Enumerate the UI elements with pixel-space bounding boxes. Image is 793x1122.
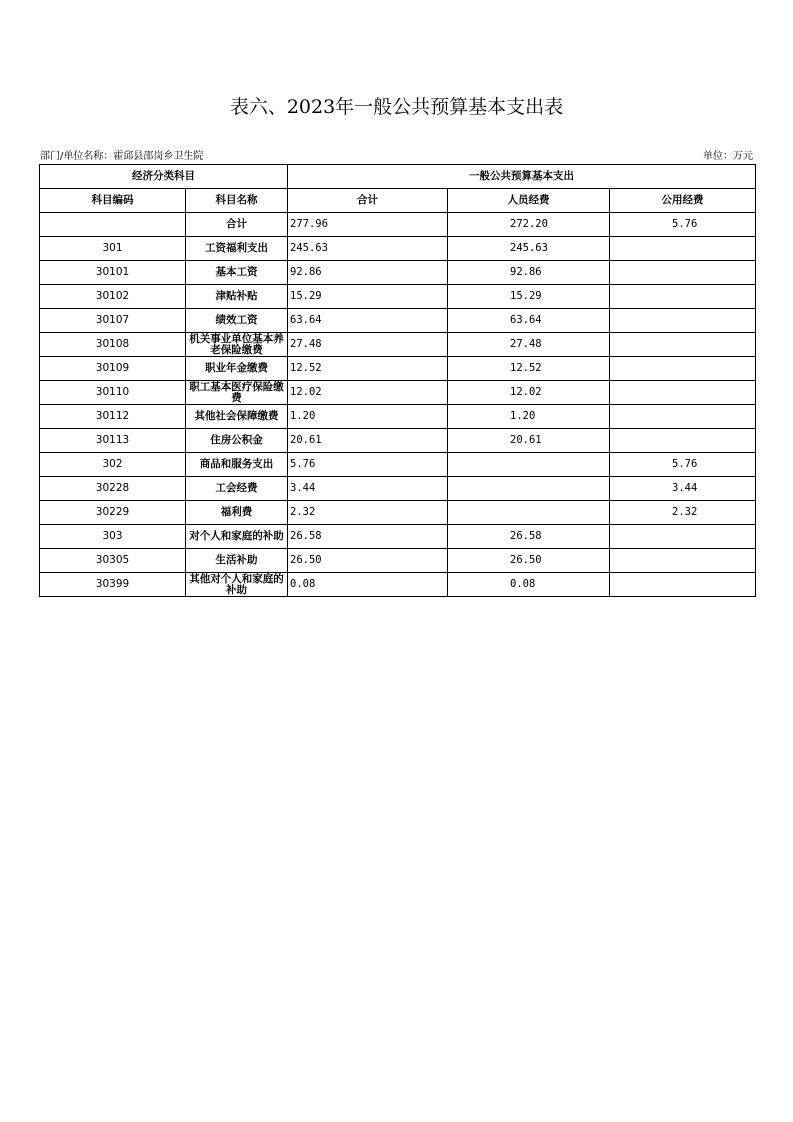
department-label: 部门/单位名称：霍邱县邵岗乡卫生院 [40, 151, 204, 162]
table-row [40, 261, 756, 285]
cell-personnel: 12.52 [448, 357, 610, 381]
table-row [40, 477, 756, 501]
header-public: 公用经费 [610, 189, 756, 213]
cell-public [610, 405, 756, 429]
cell-name: 其他对个人和家庭的补助 [186, 573, 288, 597]
cell-total: 2.32 [288, 501, 448, 525]
cell-personnel [448, 501, 610, 525]
cell-total: 27.48 [288, 333, 448, 357]
cell-code: 30101 [40, 261, 186, 285]
cell-code: 30107 [40, 309, 186, 333]
cell-total: 245.63 [288, 237, 448, 261]
cell-total: 15.29 [288, 285, 448, 309]
cell-name: 工会经费 [186, 477, 288, 501]
cell-code: 30112 [40, 405, 186, 429]
cell-total: 0.08 [288, 573, 448, 597]
header-economic-classification: 经济分类科目 [40, 165, 288, 189]
cell-total: 26.58 [288, 525, 448, 549]
cell-public [610, 429, 756, 453]
cell-name: 商品和服务支出 [186, 453, 288, 477]
table-row [40, 237, 756, 261]
cell-name: 绩效工资 [186, 309, 288, 333]
cell-personnel: 12.02 [448, 381, 610, 405]
cell-total: 277.96 [288, 213, 448, 237]
cell-code: 30108 [40, 333, 186, 357]
cell-name: 职业年金缴费 [186, 357, 288, 381]
cell-total: 3.44 [288, 477, 448, 501]
table-row [40, 453, 756, 477]
cell-public [610, 261, 756, 285]
table-row [40, 309, 756, 333]
budget-table [39, 164, 756, 597]
cell-code: 30305 [40, 549, 186, 573]
cell-total: 12.52 [288, 357, 448, 381]
cell-public: 5.76 [610, 213, 756, 237]
table-row [40, 357, 756, 381]
cell-code: 303 [40, 525, 186, 549]
cell-total: 1.20 [288, 405, 448, 429]
table-row [40, 501, 756, 525]
cell-name: 生活补助 [186, 549, 288, 573]
table-row [40, 405, 756, 429]
cell-public [610, 309, 756, 333]
cell-code [40, 213, 186, 237]
cell-total: 5.76 [288, 453, 448, 477]
header-code: 科目编码 [40, 189, 186, 213]
cell-total: 26.50 [288, 549, 448, 573]
cell-name: 工资福利支出 [186, 237, 288, 261]
unit-label: 单位：万元 [703, 151, 753, 162]
cell-total: 63.64 [288, 309, 448, 333]
cell-name: 其他社会保障缴费 [186, 405, 288, 429]
cell-name: 基本工资 [186, 261, 288, 285]
cell-public [610, 333, 756, 357]
cell-code: 301 [40, 237, 186, 261]
cell-name: 福利费 [186, 501, 288, 525]
cell-public: 5.76 [610, 453, 756, 477]
header-name: 科目名称 [186, 189, 288, 213]
table-row [40, 429, 756, 453]
cell-personnel: 1.20 [448, 405, 610, 429]
cell-public [610, 357, 756, 381]
cell-code: 30399 [40, 573, 186, 597]
cell-code: 30102 [40, 285, 186, 309]
cell-public [610, 573, 756, 597]
cell-code: 302 [40, 453, 186, 477]
cell-personnel: 92.86 [448, 261, 610, 285]
cell-code: 30229 [40, 501, 186, 525]
table-row [40, 573, 756, 597]
cell-personnel: 63.64 [448, 309, 610, 333]
cell-personnel: 272.20 [448, 213, 610, 237]
cell-personnel: 26.58 [448, 525, 610, 549]
cell-name: 合计 [186, 213, 288, 237]
cell-total: 12.02 [288, 381, 448, 405]
cell-public [610, 549, 756, 573]
cell-name: 津贴补贴 [186, 285, 288, 309]
cell-personnel: 245.63 [448, 237, 610, 261]
cell-name: 住房公积金 [186, 429, 288, 453]
cell-public: 3.44 [610, 477, 756, 501]
cell-code: 30110 [40, 381, 186, 405]
cell-code: 30228 [40, 477, 186, 501]
table-row [40, 549, 756, 573]
table-row [40, 285, 756, 309]
cell-code: 30113 [40, 429, 186, 453]
cell-personnel [448, 453, 610, 477]
header-personnel: 人员经费 [448, 189, 610, 213]
header-basic-expenditure: 一般公共预算基本支出 [288, 165, 756, 189]
cell-public [610, 381, 756, 405]
cell-code: 30109 [40, 357, 186, 381]
header-group-row [40, 165, 756, 189]
cell-personnel: 27.48 [448, 333, 610, 357]
cell-public [610, 285, 756, 309]
table-row [40, 213, 756, 237]
cell-public [610, 525, 756, 549]
cell-name: 职工基本医疗保险缴费 [186, 381, 288, 405]
cell-personnel [448, 477, 610, 501]
cell-personnel: 0.08 [448, 573, 610, 597]
table-row [40, 525, 756, 549]
cell-public [610, 237, 756, 261]
cell-public: 2.32 [610, 501, 756, 525]
table-body [40, 213, 756, 597]
table-row [40, 333, 756, 357]
cell-name: 机关事业单位基本养老保险缴费 [186, 333, 288, 357]
cell-name: 对个人和家庭的补助 [186, 525, 288, 549]
cell-personnel: 20.61 [448, 429, 610, 453]
header-column-row [40, 189, 756, 213]
cell-personnel: 26.50 [448, 549, 610, 573]
page-title: 表六、2023年一般公共预算基本支出表 [229, 96, 564, 118]
table-row [40, 381, 756, 405]
cell-total: 20.61 [288, 429, 448, 453]
header-total: 合计 [288, 189, 448, 213]
cell-personnel: 15.29 [448, 285, 610, 309]
cell-total: 92.86 [288, 261, 448, 285]
